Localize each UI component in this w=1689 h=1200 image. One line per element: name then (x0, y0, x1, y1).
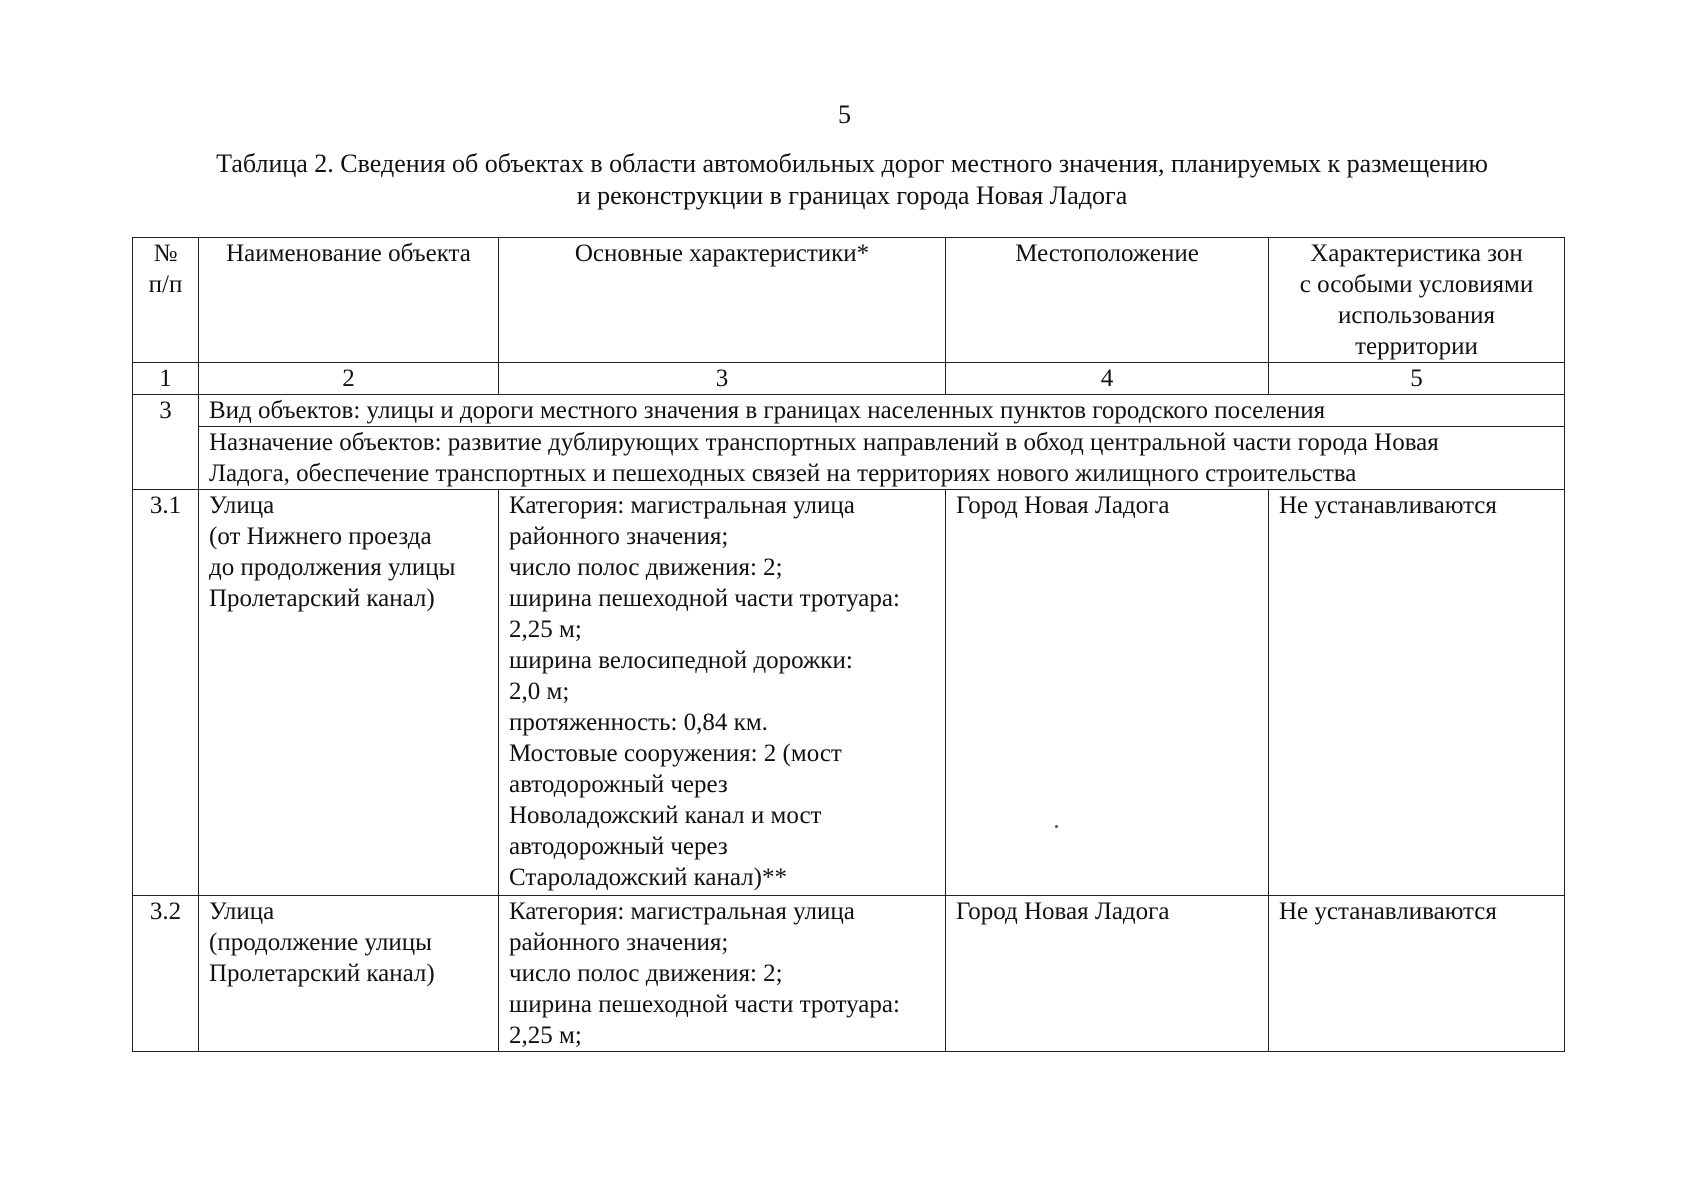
row-characteristics (499, 490, 946, 896)
table-title-line-1: Таблица 2. Сведения об объектах в области автомобильных дорог местного значения, планируемых к размещению (216, 149, 1488, 178)
row-name-line: Пролетарский канал) (209, 960, 435, 987)
row-characteristics-line: Категория: магистральная улица (509, 898, 855, 925)
group-purpose-text (199, 427, 1565, 490)
row-name-line: Улица (209, 898, 275, 925)
header-row (133, 238, 1565, 363)
header-num-line-1: № (153, 240, 178, 267)
row-characteristics-line: 2,25 м; (509, 1022, 582, 1049)
row-characteristics (499, 896, 946, 1052)
header-name: Наименование объекта (199, 238, 499, 363)
group-type-row (133, 395, 1565, 427)
group-purpose-row (133, 427, 1565, 490)
row-characteristics-line: 2,0 м; (509, 678, 570, 705)
row-characteristics-line: районного значения; (509, 523, 729, 550)
row-characteristics-line: Мостовые сооружения: 2 (мост (509, 740, 842, 767)
row-location: Город Новая Ладога (946, 490, 1269, 896)
header-zones-line-4: территории (1355, 333, 1478, 360)
row-characteristics-line: Староладожский канал)** (509, 864, 787, 891)
row-characteristics-line: 2,25 м; (509, 616, 582, 643)
column-number-4: 4 (946, 363, 1269, 395)
row-zones: Не устанавливаются (1269, 896, 1565, 1052)
row-characteristics-line: ширина велосипедной дорожки: (509, 647, 853, 674)
header-zones (1269, 238, 1565, 363)
row-characteristics-line: ширина пешеходной части тротуара: (509, 585, 900, 612)
group-num: 3 (133, 395, 199, 490)
row-characteristics-line: Новоладожский канал и мост (509, 802, 822, 829)
header-characteristics: Основные характеристики* (499, 238, 946, 363)
header-zones-line-2: с особыми условиями (1299, 271, 1534, 298)
column-number-2: 2 (199, 363, 499, 395)
row-name-line: (от Нижнего проезда (209, 523, 432, 550)
column-number-3: 3 (499, 363, 946, 395)
row-characteristics-line: число полос движения: 2; (509, 960, 783, 987)
header-zones-line-3: использования (1338, 302, 1495, 329)
row-num: 3.2 (133, 896, 199, 1052)
row-characteristics-line: районного значения; (509, 929, 729, 956)
table-title (130, 148, 1574, 212)
header-num-line-2: п/п (148, 271, 183, 298)
column-number-row (133, 363, 1565, 395)
row-name-line: Улица (209, 492, 275, 519)
group-purpose-line-1: Назначение объектов: развитие дублирующих транспортных направлений в обход центральной части города Новая (209, 429, 1439, 456)
row-characteristics-line: автодорожный через (509, 771, 728, 798)
row-num: 3.1 (133, 490, 199, 896)
row-name (199, 896, 499, 1052)
row-name-line: до продолжения улицы (209, 554, 456, 581)
column-number-5: 5 (1269, 363, 1565, 395)
row-characteristics-line: ширина пешеходной части тротуара: (509, 991, 900, 1018)
table-title-line-2: и реконструкции в границах города Новая Ладога (576, 181, 1128, 210)
header-location: Местоположение (946, 238, 1269, 363)
table-row (133, 896, 1565, 1052)
row-name (199, 490, 499, 896)
row-name-line: (продолжение улицы (209, 929, 432, 956)
row-characteristics-line: автодорожный через (509, 833, 728, 860)
row-zones: Не устанавливаются (1269, 490, 1565, 896)
row-name-line: Пролетарский канал) (209, 585, 435, 612)
group-type-text (199, 395, 1565, 427)
page-number: 5 (838, 100, 851, 129)
header-zones-line-1: Характеристика зон (1310, 240, 1523, 267)
header-num (133, 238, 199, 363)
group-type-line: Вид объектов: улицы и дороги местного значения в границах населенных пунктов городского поселения (209, 397, 1326, 424)
group-purpose-line-2: Ладога, обеспечение транспортных и пешеходных связей на территориях нового жилищного строительства (209, 460, 1357, 487)
objects-table (132, 237, 1565, 1052)
table-row (133, 490, 1565, 896)
scan-speck (1055, 825, 1058, 828)
row-characteristics-line: протяженность: 0,84 км. (509, 709, 768, 736)
row-location: Город Новая Ладога (946, 896, 1269, 1052)
row-characteristics-line: Категория: магистральная улица (509, 492, 855, 519)
column-number-1: 1 (133, 363, 199, 395)
row-characteristics-line: число полос движения: 2; (509, 554, 783, 581)
